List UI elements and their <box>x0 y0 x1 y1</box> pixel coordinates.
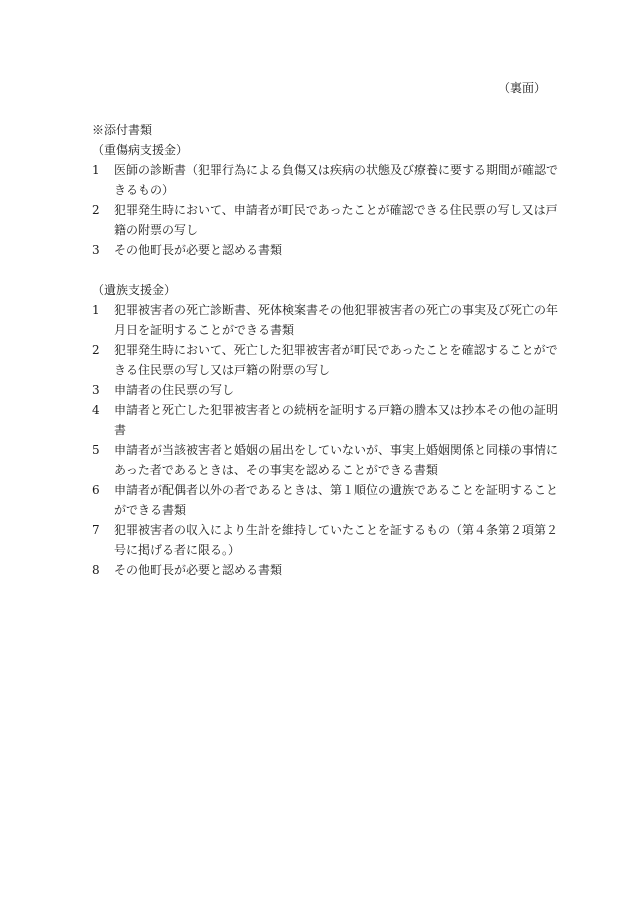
item-text: 犯罪発生時において、死亡した犯罪被害者が町民であったことを確認することができる住民票の写し又は戸籍の附票の写し <box>114 343 558 377</box>
list-item <box>92 400 558 440</box>
list-item <box>92 440 558 480</box>
page-side-label: （裏面） <box>497 81 546 95</box>
item-number: 1 <box>92 163 100 177</box>
list-item <box>92 240 558 260</box>
item-text: 犯罪発生時において、申請者が町民であったことが確認できる住民票の写し又は戸籍の附票の写し <box>114 203 558 237</box>
item-number: 5 <box>92 443 100 457</box>
list-item <box>92 380 558 400</box>
bereaved-family-document-list <box>92 300 558 580</box>
serious-injury-document-list <box>92 160 558 260</box>
section-spacer <box>92 260 558 280</box>
item-text: 申請者の住民票の写し <box>114 383 235 397</box>
list-item <box>92 480 558 520</box>
list-item <box>92 520 558 560</box>
list-item <box>92 160 558 200</box>
item-number: 2 <box>92 343 100 357</box>
item-text: 犯罪被害者の死亡診断書、死体検案書その他犯罪被害者の死亡の事実及び死亡の年月日を証明することができる書類 <box>114 303 559 337</box>
item-number: 7 <box>92 523 100 537</box>
item-text: 申請者が配偶者以外の者であるときは、第１順位の遺族であることを証明することができる書類 <box>114 483 559 517</box>
item-text: 医師の診断書（犯罪行為による負傷又は疾病の状態及び療養に要する期間が確認できるもの） <box>114 163 559 197</box>
item-text: 犯罪被害者の収入により生計を維持していたことを証するもの（第４条第２項第２号に掲げる者に限る。） <box>114 523 559 557</box>
section-title-serious-injury: （重傷病支援金） <box>92 143 189 157</box>
list-item <box>92 340 558 380</box>
item-text: その他町長が必要と認める書類 <box>114 563 283 577</box>
item-number: 3 <box>92 243 100 257</box>
item-number: 4 <box>92 403 100 417</box>
section-title-bereaved-family: （遺族支援金） <box>92 283 177 297</box>
attachments-heading: ※添付書類 <box>92 123 153 137</box>
item-number: 2 <box>92 203 100 217</box>
item-text: 申請者が当該被害者と婚姻の届出をしていないが、事実上婚姻関係と同様の事情にあった者であるときは、その事実を認めることができる書類 <box>114 443 559 477</box>
list-item <box>92 560 558 580</box>
item-text: その他町長が必要と認める書類 <box>114 243 283 257</box>
attachments-content <box>92 120 558 580</box>
list-item <box>92 200 558 240</box>
item-number: 1 <box>92 303 100 317</box>
item-text: 申請者と死亡した犯罪被害者との続柄を証明する戸籍の謄本又は抄本その他の証明書 <box>114 403 559 437</box>
item-number: 6 <box>92 483 100 497</box>
item-number: 8 <box>92 563 100 577</box>
list-item <box>92 300 558 340</box>
item-number: 3 <box>92 383 100 397</box>
